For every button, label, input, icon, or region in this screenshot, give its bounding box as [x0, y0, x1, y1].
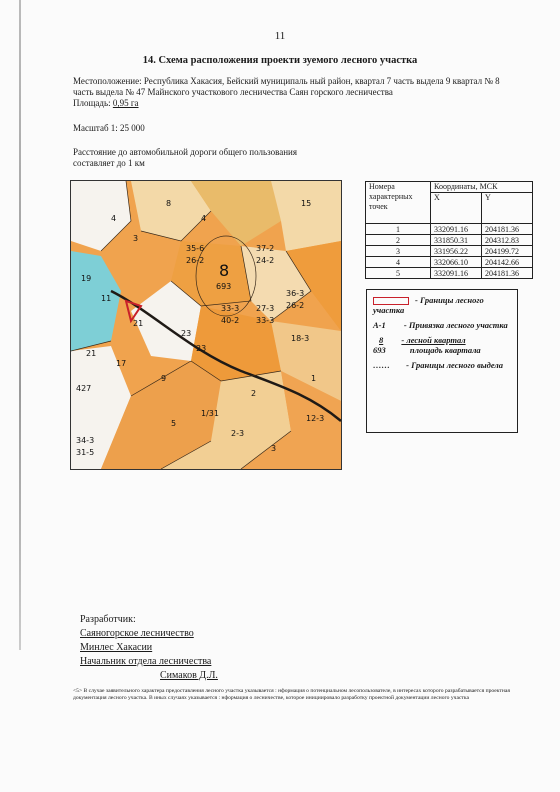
map-label: 11	[101, 294, 112, 303]
map-label: 40-2	[221, 316, 240, 325]
map-quarter-number: 8	[219, 261, 230, 280]
coordinate-row	[366, 268, 533, 279]
coord-cell-n: 4	[366, 257, 431, 268]
legend-quarter-area: 693	[373, 345, 386, 356]
footnote: <5> В случае заявительного характера предоставления лесного участка указывается : нформация о потенциальном лесопользователе, в интересах которого разрабатывается проектная документация лесного участка. В иных случаях указывается : нформация о лесничестве, которое инициировало разработку проектной документации лесного участка	[73, 688, 510, 701]
map-label: 21	[133, 319, 144, 328]
developer-position: Начальник отдела лесничества	[80, 656, 212, 667]
coord-cell-x: 332066.10	[431, 257, 482, 268]
road-distance-line2: составляет до 1 км	[73, 158, 145, 168]
map-label: 36-3	[286, 289, 305, 298]
map-label: 35-6	[186, 244, 205, 253]
map-quarter-area: 693	[216, 282, 232, 291]
map-label: 15	[301, 199, 312, 208]
area-value: 0,95 га	[112, 98, 139, 108]
document-title: 14. Схема расположения проекти зуемого лесного участка	[142, 55, 418, 66]
forest-map-image	[71, 181, 341, 469]
coord-cell-n: 5	[366, 268, 431, 279]
legend-boundary-text: - Границы лесного участка	[373, 295, 484, 316]
map-label: 33-3	[221, 304, 240, 313]
road-distance-line1: Расстояние до автомобильной дороги общего пользования	[73, 147, 297, 157]
legend-quarter	[373, 335, 511, 355]
points-header: Номера характерных точек	[366, 182, 431, 224]
area-line	[73, 98, 139, 109]
map-label: 17	[116, 359, 127, 368]
developer-block	[80, 613, 218, 683]
legend-vydel-text: - Границы лесного выдела	[406, 360, 504, 371]
coordinate-row	[366, 235, 533, 246]
coord-cell-x: 332091.16	[431, 268, 482, 279]
map-label: 33-3	[256, 316, 275, 325]
map-label: 24-2	[256, 256, 275, 265]
map-label: 37-2	[256, 244, 275, 253]
map-label: 8	[166, 199, 172, 208]
legend-dots: ……	[373, 360, 390, 371]
coord-cell-y: 204199.72	[482, 246, 533, 257]
map-label: 26-2	[286, 301, 305, 310]
scale-text: Масштаб 1: 25 000	[73, 123, 145, 133]
coord-cell-x: 331850.31	[431, 235, 482, 246]
legend-anchor-key: А-1	[373, 320, 386, 331]
map-label: 26-2	[186, 256, 205, 265]
coord-cell-x: 331956.22	[431, 246, 482, 257]
coord-cell-y: 204181.36	[482, 224, 533, 235]
coords-header: Координаты, МСК	[431, 182, 533, 193]
coord-cell-y: 204312.83	[482, 235, 533, 246]
map-label: 18-3	[291, 334, 310, 343]
map-label: 31-5	[76, 448, 95, 457]
map-label: 23	[196, 344, 207, 353]
developer-label: Разработчик:	[80, 614, 136, 625]
legend-vydel	[373, 360, 511, 370]
legend-anchor-text: - Привязка лесного участка	[403, 320, 508, 331]
legend-quarter-area-label: площадь квартала	[409, 345, 481, 356]
area-label: Площадь:	[73, 98, 111, 108]
legend-boundary	[373, 295, 511, 315]
developer-name: Симаков Д.Л.	[160, 670, 218, 681]
map-label: 5	[171, 419, 177, 428]
coord-cell-n: 1	[366, 224, 431, 235]
map-label: 2	[251, 389, 257, 398]
coordinate-row	[366, 224, 533, 235]
legend-quarter-num: 8	[379, 335, 384, 346]
map-label: 3	[133, 234, 139, 243]
map-label: 19	[81, 274, 92, 283]
map-label: 9	[161, 374, 167, 383]
map-label: 4	[111, 214, 117, 223]
coordinate-row	[366, 257, 533, 268]
coord-cell-n: 2	[366, 235, 431, 246]
map-label: 427	[76, 384, 92, 393]
coordinate-row	[366, 246, 533, 257]
coord-cell-y: 204181.36	[482, 268, 533, 279]
page-number: 11	[274, 30, 286, 42]
map-label: 4	[201, 214, 207, 223]
legend-anchor	[373, 320, 511, 330]
developer-ministry: Минлес Хакасии	[80, 642, 153, 653]
y-header: Y	[482, 193, 533, 224]
map-label: 34-3	[76, 436, 95, 445]
map-label: 12-3	[306, 414, 325, 423]
map-label: 27-3	[256, 304, 275, 313]
x-header: X	[431, 193, 482, 224]
page-edge-shadow	[19, 0, 21, 650]
map-label: 3	[271, 444, 277, 453]
coord-cell-y: 204142.66	[482, 257, 533, 268]
location-text: Местоположение: Республика Хакасия, Бейский муниципаль ный район, квартал 7 часть выдела 9 квартал № 8 часть выдела № 47 Майнского участкового лесничества Саян горского лесничества	[73, 76, 500, 97]
map-label: 1/31	[201, 409, 219, 418]
legend-quarter-label: - лесной квартал	[401, 335, 466, 346]
road-distance-text	[73, 147, 403, 169]
coordinates-table	[365, 181, 533, 279]
map-label: 23	[181, 329, 192, 338]
developer-org: Саяногорское лесничество	[80, 628, 194, 639]
map-label: 2-3	[231, 429, 245, 438]
map-label: 21	[86, 349, 97, 358]
boundary-swatch	[373, 297, 409, 305]
coord-cell-n: 3	[366, 246, 431, 257]
map-label: 1	[311, 374, 317, 383]
forest-map	[70, 180, 342, 470]
map-legend	[366, 289, 518, 433]
coord-cell-x: 332091.16	[431, 224, 482, 235]
